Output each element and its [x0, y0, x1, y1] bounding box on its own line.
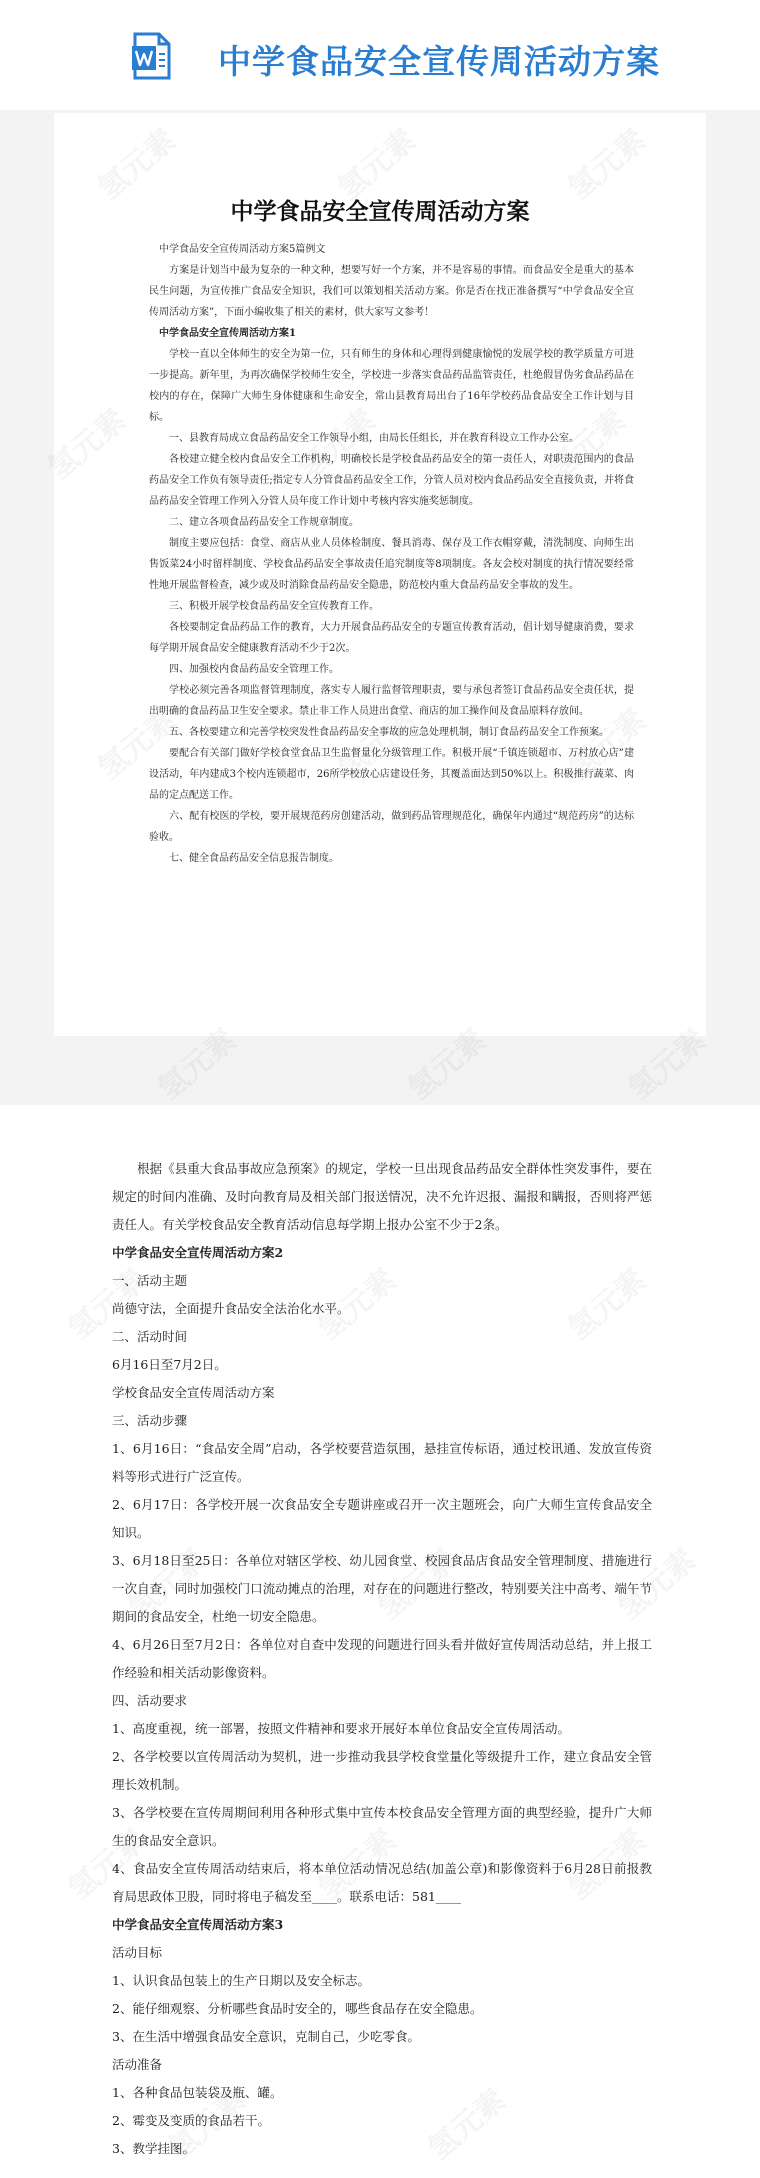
- paragraph: 二、活动时间: [112, 1329, 188, 1344]
- paragraph: 学校食品安全宣传周活动方案: [112, 1385, 275, 1400]
- paragraph: 4、食品安全宣传周活动结束后，将本单位活动情况总结(加盖公章)和影像资料于6月28日前报教育局思政体卫股，同时将电子稿发至____。联系电话：581____: [112, 1861, 652, 1904]
- paragraph: 学校一直以全体师生的安全为第一位，只有师生的身体和心理得到健康愉悦的发展学校的教学质量方可进一步提高。新年里，为再次确保学校师生安全，学校进一步落实食品药品监管责任，杜绝假冒伪劣食品药品在校内的存在，保障广大师生身体健康和生命安全，常山县教育局出台了16年学校药品食品安全工作计划与目标。: [149, 349, 634, 423]
- paragraph: 七、健全食品药品安全信息报告制度。: [169, 853, 339, 864]
- section-heading: 中学食品安全宣传周活动方案1: [159, 328, 296, 339]
- paragraph: 2、霉变及变质的食品若干。: [112, 2113, 270, 2128]
- paragraph: 二、建立各项食品药品安全工作规章制度。: [169, 517, 359, 528]
- section-heading: 中学食品安全宣传周活动方案2: [112, 1245, 284, 1260]
- paragraph: 四、活动要求: [112, 1693, 188, 1708]
- document-page-2: [0, 1105, 760, 2178]
- paragraph: 4、6月26日至7月2日：各单位对自查中发现的问题进行回头看并做好宣传周活动总结，并上报工作经验和相关活动影像资料。: [112, 1637, 652, 1680]
- paragraph: 根据《县重大食品事故应急预案》的规定，学校一旦出现食品药品安全群体性突发事件，要在规定的时间内准确、及时向教育局及相关部门报送情况，决不允许迟报、漏报和瞒报，否则将严惩责任人。有关学校食品安全教育活动信息每学期上报办公室不少于2条。: [112, 1161, 652, 1232]
- paragraph: 学校必须完善各项监督管理制度，落实专人履行监督管理职责，要与承包者签订食品药品安全责任状，提出明确的食品药品卫生安全要求。禁止非工作人员进出食堂、商店的加工操作间及食品原料存放间。: [149, 685, 634, 717]
- paragraph: 3、在生活中增强食品安全意识，克制自己，少吃零食。: [112, 2029, 420, 2044]
- document-title: 中学食品安全宣传周活动方案: [230, 198, 530, 225]
- banner-title: 中学食品安全宣传周活动方案: [218, 42, 660, 81]
- paragraph: 各校建立健全校内食品安全工作机构，明确校长是学校食品药品安全的第一责任人，对职责范围内的食品药品安全工作负有领导责任;指定专人分管食品药品安全工作，分管人员对校内食品药品安全直接负责，并将食品药品安全管理工作列入分管人员年度工作计划中考核内容实施奖惩制度。: [149, 454, 634, 507]
- paragraph: 1、各种食品包装袋及瓶、罐。: [112, 2085, 283, 2100]
- paragraph: 2、能仔细观察、分析哪些食品时安全的，哪些食品存在安全隐患。: [112, 2001, 483, 2016]
- paragraph: 三、活动步骤: [112, 1413, 188, 1428]
- page-1-body: [149, 239, 634, 869]
- paragraph: 一、县教育局成立食品药品安全工作领导小组，由局长任组长，并在教育科设立工作办公室。: [169, 433, 579, 444]
- paragraph: 各校要制定食品药品工作的教育，大力开展食品药品安全的专题宣传教育活动，倡计划导健康消费，要求每学期开展食品安全健康教育活动不少于2次。: [149, 622, 634, 654]
- paragraph: 3、教学挂图。: [112, 2141, 195, 2156]
- paragraph: 要配合有关部门做好学校食堂食品卫生监督量化分级管理工作。积极开展“千镇连锁超市、万村放心店”建设活动，年内建成3个校内连锁超市，26所学校放心店建设任务，其覆盖面达到50%以上。积极推行蔬菜、肉品的定点配送工作。: [149, 748, 634, 801]
- page-2-body: [112, 1155, 652, 2163]
- section-heading: 中学食品安全宣传周活动方案3: [112, 1917, 284, 1932]
- paragraph: 方案是计划当中最为复杂的一种文种，想要写好一个方案，并不是容易的事情。而食品安全是重大的基本民生问题，为宣传推广食品安全知识，我们可以策划相关活动方案。你是否在找正准备撰写“中学食品安全宣传周活动方案”，下面小编收集了相关的素材，供大家写文参考！: [149, 265, 634, 318]
- banner: [0, 0, 760, 110]
- word-document-icon: [132, 32, 172, 80]
- paragraph: 六、配有校医的学校，要开展规范药房创建活动，做到药品管理规范化，确保年内通过“规范药房”的达标验收。: [149, 811, 634, 843]
- paragraph: 一、活动主题: [112, 1273, 188, 1288]
- paragraph: 6月16日至7月2日。: [112, 1357, 227, 1372]
- paragraph: 1、高度重视，统一部署，按照文件精神和要求开展好本单位食品安全宣传周活动。: [112, 1721, 570, 1736]
- paragraph: 1、6月16日：“食品安全周”启动，各学校要营造氛围，悬挂宣传标语，通过校讯通、发放宣传资料等形式进行广泛宣传。: [112, 1441, 652, 1484]
- paragraph: 2、各学校要以宣传周活动为契机，进一步推动我县学校食堂量化等级提升工作，建立食品安全管理长效机制。: [112, 1749, 652, 1792]
- paragraph: 3、各学校要在宣传周期间利用各种形式集中宣传本校食品安全管理方面的典型经验，提升广大师生的食品安全意识。: [112, 1805, 652, 1848]
- paragraph: 五、各校要建立和完善学校突发性食品药品安全事故的应急处理机制，制订食品药品安全工作预案。: [169, 727, 609, 738]
- paragraph: 活动准备: [112, 2057, 163, 2072]
- paragraph: 尚德守法，全面提升食品安全法治化水平。: [112, 1301, 350, 1316]
- paragraph: 三、积极开展学校食品药品安全宣传教育工作。: [169, 601, 379, 612]
- paragraph: 四、加强校内食品药品安全管理工作。: [169, 664, 339, 675]
- document-page-1: [54, 113, 706, 1036]
- paragraph: 3、6月18日至25日：各单位对辖区学校、幼儿园食堂、校园食品店食品安全管理制度、措施进行一次自查，同时加强校门口流动摊点的治理，对存在的问题进行整改，特别要关注中高考、端午节期间的食品安全，杜绝一切安全隐患。: [112, 1553, 652, 1624]
- paragraph: 2、6月17日：各学校开展一次食品安全专题讲座或召开一次主题班会，向广大师生宣传食品安全知识。: [112, 1497, 652, 1540]
- paragraph: 中学食品安全宣传周活动方案5篇例文: [159, 244, 326, 255]
- paragraph: 活动目标: [112, 1945, 163, 1960]
- paragraph: 制度主要应包括：食堂、商店从业人员体检制度、餐具消毒、保存及工作衣帽穿戴，清洗制度、向师生出售饭菜24小时留样制度、学校食品药品安全事故责任追究制度等8项制度。各友会校对制度的执行情况要经常性地开展监督检查，减少或及时消除食品药品安全隐患，防范校内重大食品药品安全事故的发生。: [149, 538, 634, 591]
- paragraph: 1、认识食品包装上的生产日期以及安全标志。: [112, 1973, 370, 1988]
